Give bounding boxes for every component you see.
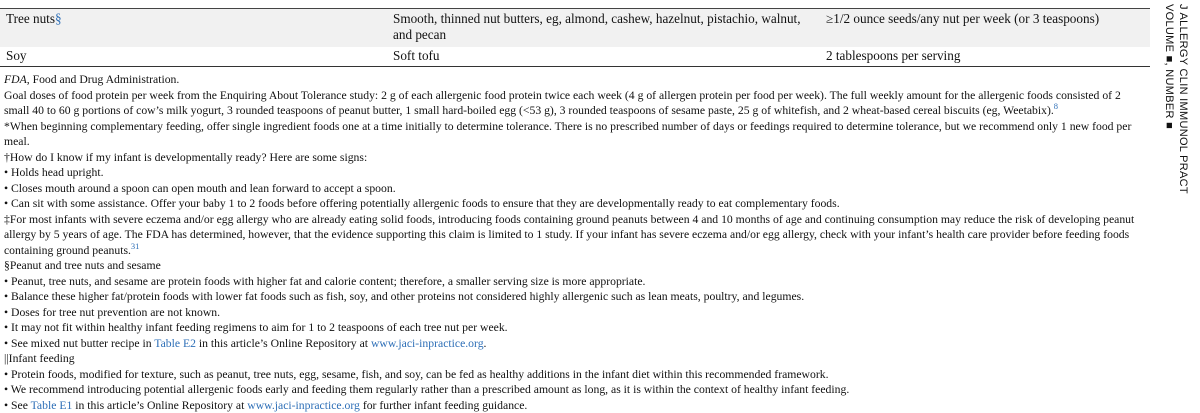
food-cell: Soy: [6, 48, 27, 64]
form-cell: Smooth, thinned nut butters, eg, almond, cashew, hazelnut, pistachio, walnut, and pecan: [393, 11, 803, 43]
table-footnotes: [4, 72, 1146, 413]
list-item: • Peanut, tree nuts, and sesame are protein foods with higher fat and calorie content; therefore, a smaller serving size is more appropriate.: [4, 274, 1146, 290]
list-item: • Holds head upright.: [4, 165, 1146, 181]
infant-note-heading: ||Infant feeding: [4, 351, 1146, 367]
table-e2-link[interactable]: Table E2: [154, 337, 196, 350]
section-note-heading: §Peanut and tree nuts and sesame: [4, 258, 1146, 274]
list-item: • Protein foods, modified for texture, such as peanut, tree nuts, egg, sesame, fish, and soy, can be fed as healthy additions in the infant diet within this recommended framework.: [4, 367, 1146, 383]
volume-number: VOLUME ■, NUMBER ■: [1163, 4, 1175, 129]
journal-name: J ALLERGY CLIN IMMUNOL PRACT: [1177, 4, 1189, 194]
table-row-tree-nuts: [0, 8, 1150, 47]
list-item: • Balance these higher fat/protein foods with lower fat foods such as fish, soy, and other proteins not considered highly allergenic such as lean meats, poultry, and legumes.: [4, 289, 1146, 305]
amount-cell: ≥1/2 ounce seeds/any nut per week (or 3 teaspoons): [826, 11, 1156, 27]
double-dagger-note: ‡For most infants with severe eczema and/or egg allergy who are already eating solid foods, introducing foods containing ground peanuts between 4 and 10 months of age and continuing consumption may reduce the risk of developing peanut allergy by 5 years of age. The FDA has determined, however, that the evidence supporting this claim is limited to 1 study. If your infant has severe eczema and/or egg allergy, check with your infant’s health care provider before feeding foods containing ground peanuts.$^{31}$: [4, 212, 1146, 259]
list-item: • We recommend introducing potential allergenic foods early and feeding them regularly rather than a prescribed amount as long, as it is within the context of healthy infant feeding.: [4, 382, 1146, 398]
form-cell: Soft tofu: [393, 48, 803, 64]
reference-link[interactable]: 8: [1054, 101, 1058, 111]
star-note: *When beginning complementary feeding, offer single ingredient foods one at a time initially to determine tolerance. There is no prescribed number of days or feedings required to determine tolerance, but we recommend only 1 new food per meal.: [4, 119, 1146, 150]
goal-note: Goal doses of food protein per week from the Enquiring About Tolerance study: 2 g of each allergenic food protein twice each week (4 g of allergen protein per food per week). The full weekly amount for the allergenic foods consisted of 2 small 40 to 60 g portions of cow’s milk yogurt, 3 rounded teaspoons of peanut butter, 1 small hard-boiled egg (<53 g), 3 rounded teaspoons of sesame paste, 25 g of whitefish, and 2 wheat-based cereal biscuits (eg, Weetabix).$^8$: [4, 88, 1146, 119]
list-item: • See mixed nut butter recipe in Table E2 in this article’s Online Repository at www.jaci-inpractice.org.: [4, 336, 1146, 352]
reference-link[interactable]: 31: [131, 241, 140, 251]
list-item: • It may not fit within healthy infant feeding regimens to aim for 1 to 2 teaspoons of each tree nut per week.: [4, 320, 1146, 336]
list-item: • See Table E1 in this article’s Online Repository at www.jaci-inpractice.org for further infant feeding guidance.: [4, 398, 1146, 413]
list-item: • Can sit with some assistance. Offer your baby 1 to 2 foods before offering potentially allergenic foods to ensure that they are developmentally ready to eat complementary foods.: [4, 196, 1146, 212]
repository-link[interactable]: www.jaci-inpractice.org: [371, 337, 484, 350]
amount-cell: 2 tablespoons per serving: [826, 48, 1156, 64]
table-row-soy: [0, 46, 1150, 66]
table-bottom-rule: [0, 66, 1150, 67]
food-cell: Tree nuts§: [6, 11, 62, 27]
running-head: [1155, 4, 1197, 404]
footnote-marker[interactable]: §: [55, 11, 62, 26]
repository-link[interactable]: www.jaci-inpractice.org: [247, 399, 360, 412]
list-item: • Doses for tree nut prevention are not known.: [4, 305, 1146, 321]
dagger-note-heading: †How do I know if my infant is developmentally ready? Here are some signs:: [4, 150, 1146, 166]
list-item: • Closes mouth around a spoon can open mouth and lean forward to accept a spoon.: [4, 181, 1146, 197]
table-e1-link[interactable]: Table E1: [31, 399, 73, 412]
fda-note: FDA, Food and Drug Administration.: [4, 72, 1146, 88]
